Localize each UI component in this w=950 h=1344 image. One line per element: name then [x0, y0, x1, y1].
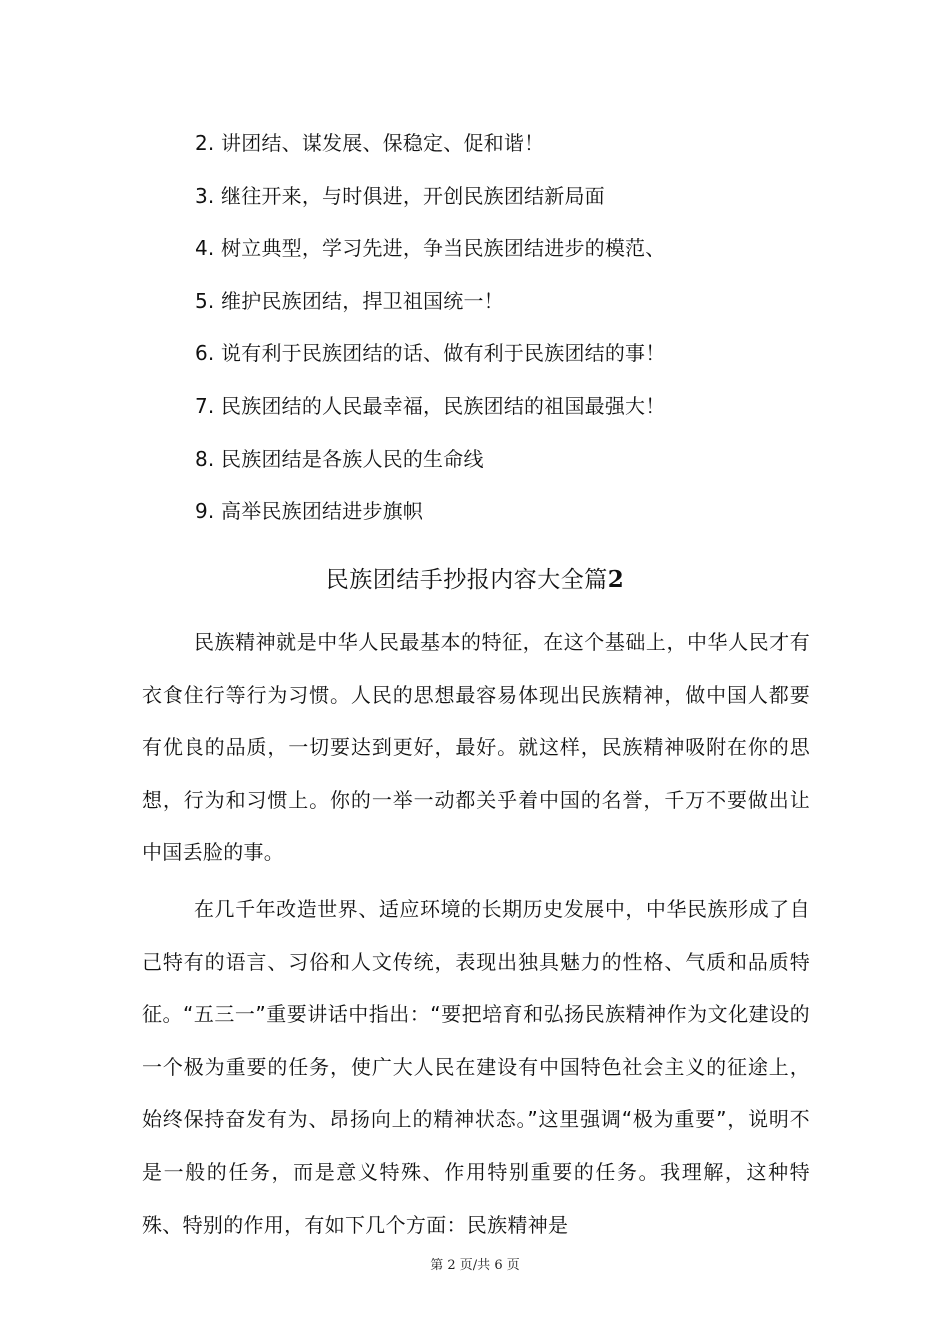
list-item: 2. 讲团结、谋发展、保稳定、促和谐！	[195, 131, 545, 155]
list-item: 4. 树立典型，学习先进，争当民族团结进步的模范、	[195, 236, 666, 261]
list-item: 6. 说有利于民族团结的话、做有利于民族团结的事！	[195, 341, 666, 366]
paragraph: 民族精神就是中华人民最基本的特征，在这个基础上，中华人民才有衣食住行等行为习惯。人民的思想最容易体现出民族精神，做中国人都要有优良的品质，一切要达到更好，最好。就这样，民族精神吸附在你的思想，行为和习惯上。你的一举一动都关乎着中国的名誉，千万不要做出让中国丢脸的事。	[142, 630, 810, 865]
section-title	[0, 560, 950, 600]
section-title-number: 2	[607, 566, 625, 593]
body-text	[142, 616, 810, 1255]
list-item: 7. 民族团结的人民最幸福，民族团结的祖国最强大！	[195, 393, 666, 418]
paragraph: 在几千年改造世界、适应环境的长期历史发展中，中华民族形成了自己特有的语言、习俗和人文传统，表现出独具魅力的性格、气质和品质特征。“五三一”重要讲话中指出：“要把培育和弘扬民族精神作为文化建设的一个极为重要的任务，使广大人民在建设有中国特色社会主义的征途上，始终保持奋发有为、昂扬向上的精神状态。”这里强调“极为重要”，说明不是一般的任务，而是意义特殊、作用特别重要的任务。我理解，这种特殊、特别的作用，有如下几个方面：民族精神是	[142, 896, 810, 1237]
list-item: 5. 维护民族团结，捍卫祖国统一！	[195, 288, 504, 313]
slogan-list	[195, 128, 855, 549]
list-item: 8. 民族团结是各族人民的生命线	[195, 446, 484, 471]
section-title-text: 民族团结手抄报内容大全篇	[325, 567, 608, 593]
page-footer: 第 2 页/共 6 页	[430, 1258, 520, 1273]
list-item: 3. 继往开来，与时俱进，开创民族团结新局面	[195, 183, 605, 208]
list-item: 9. 高举民族团结进步旗帜	[195, 499, 424, 524]
